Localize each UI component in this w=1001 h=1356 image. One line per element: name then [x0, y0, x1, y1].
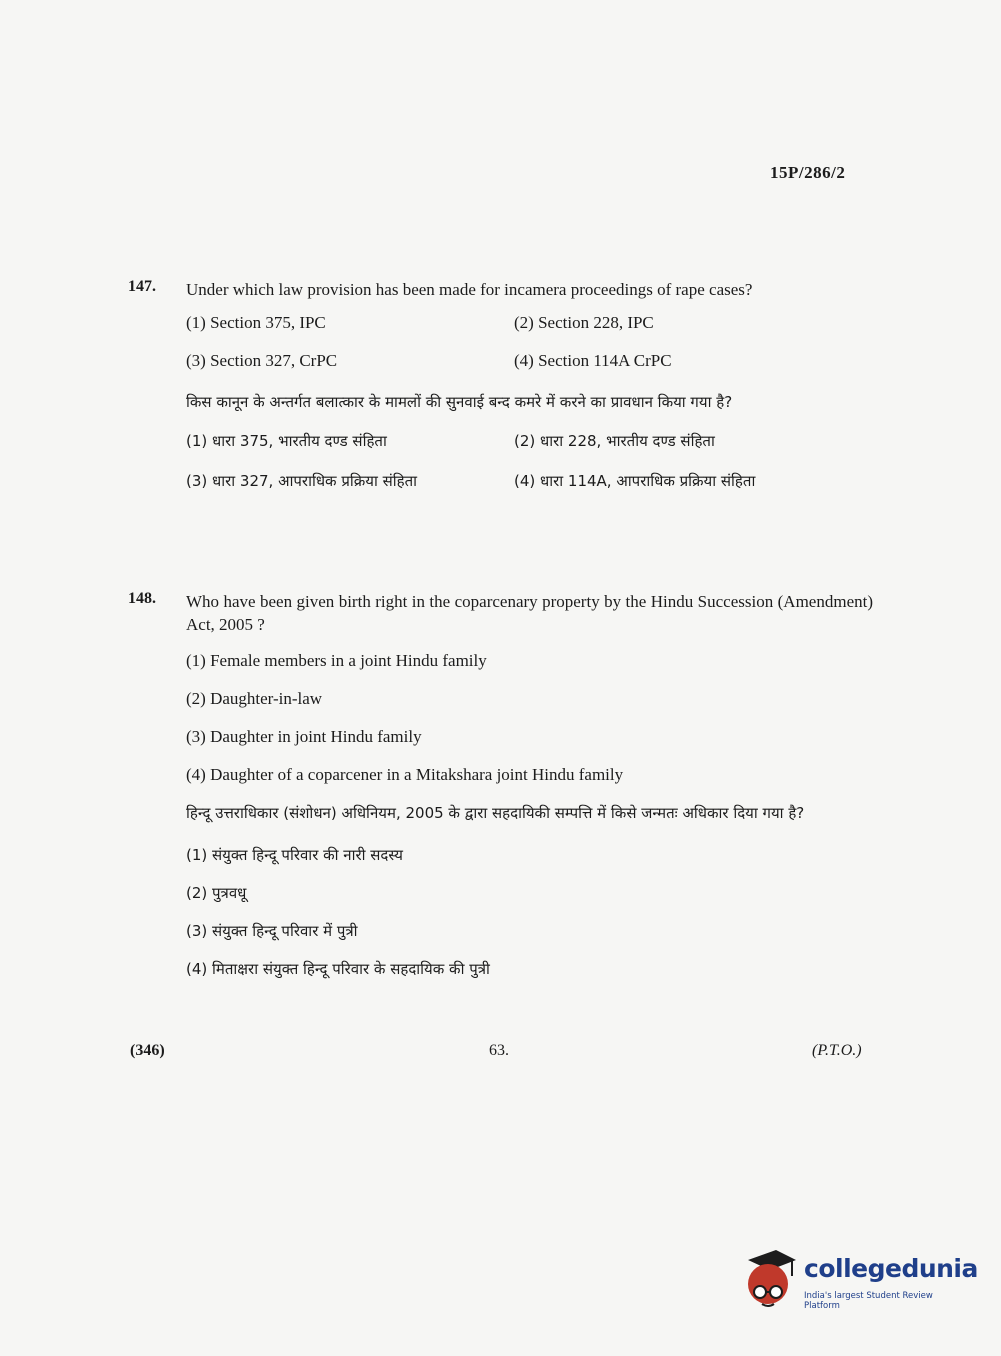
question-number: 148.	[128, 590, 156, 607]
logo-wordmark: collegedunia	[804, 1254, 978, 1283]
option-3-hi: (3) धारा 327, आपराधिक प्रक्रिया संहिता	[186, 472, 418, 490]
option-2-hi: (2) धारा 228, भारतीय दण्ड संहिता	[514, 432, 715, 450]
option-1-hi: (1) धारा 375, भारतीय दण्ड संहिता	[186, 432, 387, 450]
mascot-icon	[740, 1248, 800, 1314]
option-1-en: (1) Female members in a joint Hindu family	[186, 651, 487, 670]
logo-tagline: India's largest Student Review Platform	[804, 1291, 933, 1311]
option-3-hi: (3) संयुक्त हिन्दू परिवार में पुत्री	[186, 922, 358, 940]
option-4-en: (4) Daughter of a coparcener in a Mitakshara joint Hindu family	[186, 765, 624, 784]
option-2-en: (2) Section 228, IPC	[514, 313, 654, 332]
option-3-en: (3) Section 327, CrPC	[186, 351, 338, 370]
page-number: 63.	[489, 1042, 509, 1059]
option-4-hi: (4) मिताक्षरा संयुक्त हिन्दू परिवार के सहदायिक की पुत्री	[186, 960, 490, 978]
booklet-code: (346)	[130, 1042, 165, 1059]
option-1-hi: (1) संयुक्त हिन्दू परिवार की नारी सदस्य	[186, 846, 403, 864]
collegedunia-logo	[740, 1248, 978, 1318]
option-4-hi: (4) धारा 114A, आपराधिक प्रक्रिया संहिता	[514, 472, 756, 490]
question-148	[128, 590, 873, 988]
option-4-en: (4) Section 114A CrPC	[514, 351, 672, 370]
question-147	[128, 278, 873, 509]
question-text-en: Who have been given birth right in the coparcenary property by the Hindu Succession (Amendment) Act, 2005 ?	[186, 592, 873, 634]
question-number: 147.	[128, 278, 156, 295]
please-turn-over: (P.T.O.)	[812, 1042, 862, 1059]
option-2-en: (2) Daughter-in-law	[186, 689, 323, 708]
question-text-hi: हिन्दू उत्तराधिकार (संशोधन) अधिनियम, 2005 के द्वारा सहदायिकी सम्पत्ति में किसे जन्मतः अधिकार दिया गया है?	[186, 804, 805, 822]
option-1-en: (1) Section 375, IPC	[186, 313, 326, 332]
question-text-hi: किस कानून के अन्तर्गत बलात्कार के मामलों की सुनवाई बन्द कमरे में करने का प्रावधान किया गया है?	[186, 393, 733, 411]
question-text-en: Under which law provision has been made for incamera proceedings of rape cases?	[186, 280, 753, 299]
paper-code: 15P/286/2	[770, 163, 846, 182]
option-2-hi: (2) पुत्रवधू	[186, 884, 247, 902]
option-3-en: (3) Daughter in joint Hindu family	[186, 727, 422, 746]
